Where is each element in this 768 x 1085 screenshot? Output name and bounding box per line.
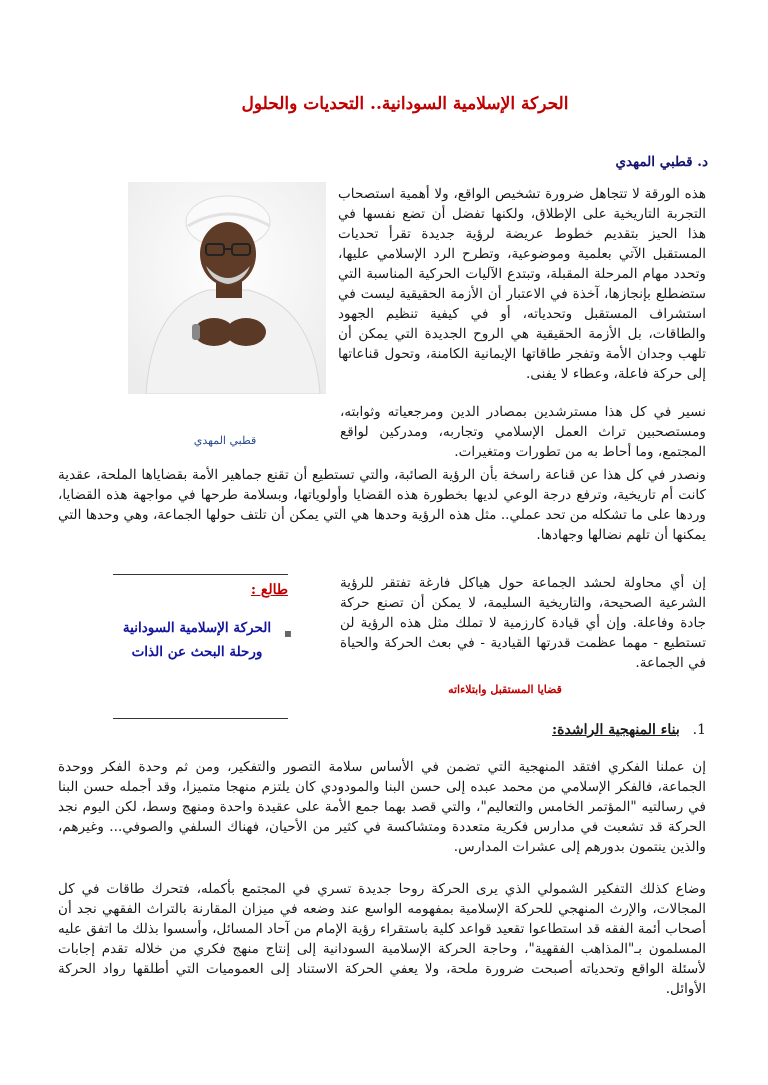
- page-title: الحركة الإسلامية السودانية.. التحديات والحلول: [241, 94, 569, 114]
- author-name: د. قطبي المهدي: [615, 154, 708, 170]
- intro-paragraph: هذه الورقة لا تتجاهل ضرورة تشخيص الواقع، ولا أهمية استصحاب التجربة التاريخية على الإطلاق، ولكنها تفضل أن تضع نفسها في هذا الحيز بتقديم خطوط عريضة لرؤية جديدة تقرأ تحديات المستقبل الآتي بعلمية وموضوعية، وتطرح الرد الإسلامي عليها، وتحدد مهام المرحلة المقبلة، وتبتدع الآليات الحركية المناسبة التي ستضطلع بإنجازها، آخذة في الاعتبار أن الأزمة الحقيقية ليست في استشراف المستقبل وتحدياته، أو في كيفية تنظيم الجهود والطاقات، بل الأزمة الحقيقية هي الروح الجديدة التي يمكن أن تلهب وجدان الأمة وتفجر طاقاتها الإيمانية الكامنة، وتحول قناعاتها إلى حركة فاعلة، وعطاء لا يفنى.: [338, 186, 706, 382]
- sidebar-bullet-icon: ▪: [283, 626, 292, 640]
- body-paragraph-2: نسير في كل هذا مسترشدين بمصادر الدين ومرجعياته وثوابته، ومستصحبين تراث العمل الإسلامي وتجاربه، ومدركين لواقع المجتمع، وما أحاط به من تطورات ومتغيرات.: [340, 404, 706, 460]
- author-photo: [128, 182, 326, 394]
- body-paragraph-3: ونصدر في كل هذا عن قناعة راسخة بأن الرؤية الصائبة، والتي تستطيع أن تقنع جماهير الأمة بقضاياها الملحة، عقدية كانت أم تاريخية، وترفع درجة الوعي لديها بخطورة هذه القضايا وأولوياتها، وبسلامة طرحها في مواجهة هذه القضايا، وردها على ما تشكله من تحد عملي.. مثل هذه الرؤية وحدها هي التي يمكن أن تلتف حولها الجماعة، وهي وحدها التي يمكنها أن تلهم نضالها وجهادها.: [58, 467, 706, 543]
- body-paragraph-4: إن أي محاولة لحشد الجماعة حول هياكل فارغة تفتقر للرؤية الشرعية الصحيحة، والتاريخية السليمة، لا يمكن أن تصنع حركة جادة وفاعلة. وإن أي قيادة كارزمية لا تملك مثل هذه الرؤية لن تستطيع - مهما عظمت قدرتها القيادية - في بعث الحركة والحياة في الجماعة.: [340, 575, 706, 671]
- sidebar-label: طالع :: [250, 582, 288, 598]
- body-paragraph-6: وضاع كذلك التفكير الشمولي الذي يرى الحركة روحا جديدة تسري في المجتمع بأكمله، فتحرك طاقات في كل المجالات، والإرث المنهجي للحركة الإسلامية بمفهومه الواسع عند وضعه في ميزان المقارنة بالتراث الفقهي نجد أن أصحاب أئمة الفقه قد استطاعوا تقعيد قواعد كلية باستقراء رؤية الإمام من آحاد المسائل، وأسسوا بذلك ما اتفق عليه المسلمون بـ"المذاهب الفقهية"، وحاجة الحركة الإسلامية السودانية إلى إنتاج منهج فكري من خلاله تقدم إجابات لأسئلة الواقع وتحدياته أصبحت ضرورة ملحة، ولا يعفي الحركة الاستناد إلى العموميات التي أطلقها رواد الحركة الأوائل.: [58, 881, 706, 997]
- section-heading: [380, 722, 706, 738]
- sidebar-top-rule: [113, 574, 288, 575]
- body-paragraph-5: إن عملنا الفكري افتقد المنهجية التي تضمن في الأساس سلامة التصور والتفكير، ومن ثم وحدة الفكر ووحدة الجماعة، فالفكر الإسلامي من محمد عبده إلى حسن البنا والمودودي كان يلتزم منهجا متميزا، وقد أجمله حسن البنا في رسالتيه "المؤتمر الخامس والتعاليم"، والتي قصد بهما جمع الأمة على عقيدة واحدة ومنهج وسط، لكن اليوم نجد الحركة قد تشعبت في مدارس فكرية متعددة ومتشاكسة في كثير من الأحيان، فهناك السلفي والصوفي... وغيرهم، والذين ينتمون بدورهم إلى عشرات المدارس.: [58, 759, 706, 855]
- section-subtitle: قضايا المستقبل وابتلاءاته: [448, 683, 562, 696]
- photo-caption: قطبي المهدي: [193, 434, 257, 447]
- related-article-link[interactable]: الحركة الإسلامية السودانية ورحلة البحث عن الذات: [122, 620, 272, 660]
- section-number: 1.: [692, 722, 706, 738]
- portrait-illustration: [128, 182, 326, 394]
- section-title: بناء المنهجية الراشدة:: [551, 722, 680, 738]
- sidebar-bottom-rule: [113, 718, 288, 719]
- related-article-box: [113, 560, 292, 720]
